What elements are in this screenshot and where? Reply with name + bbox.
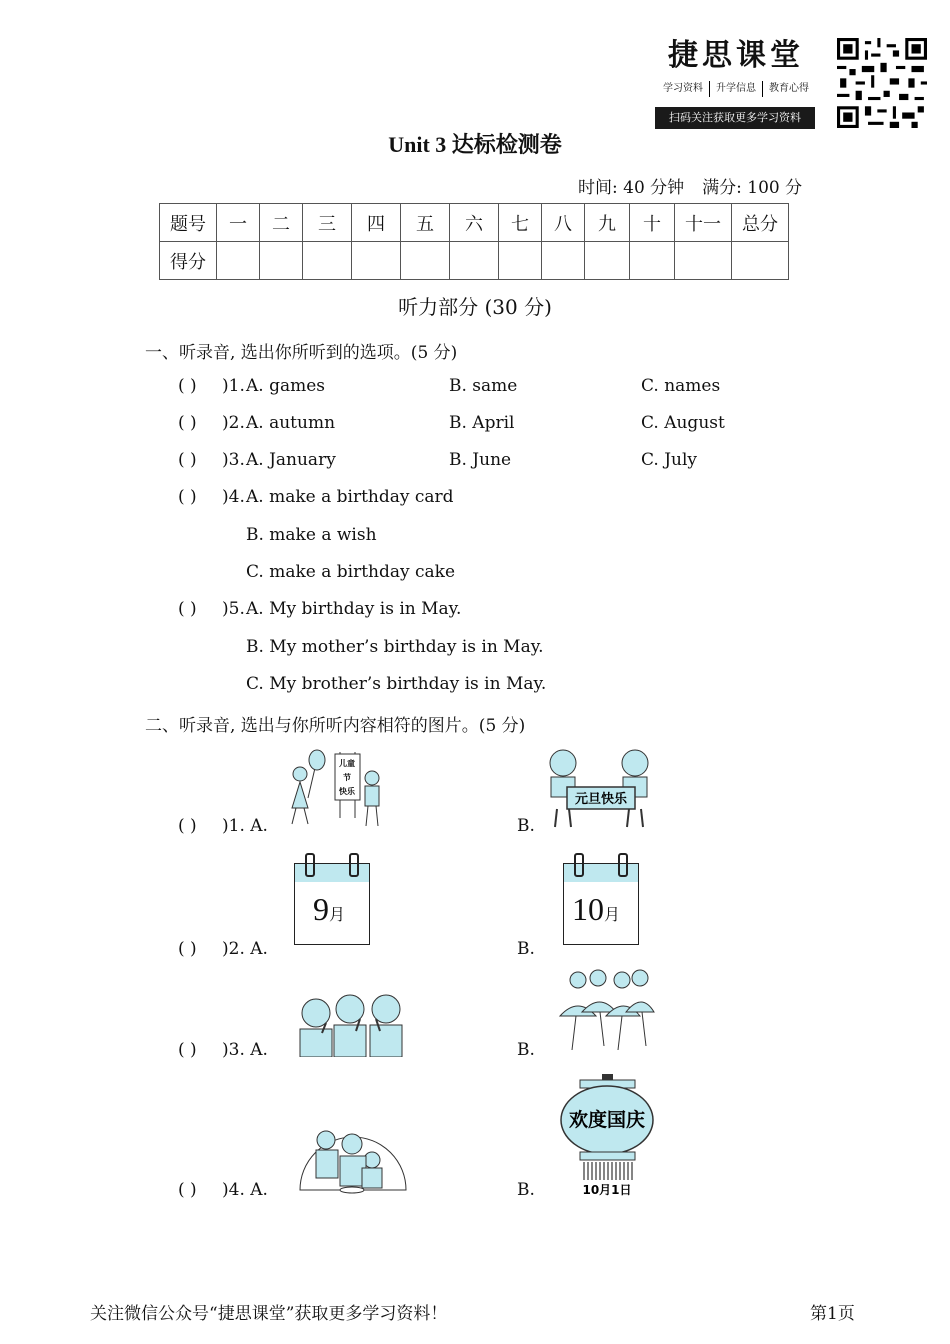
question-number: )1. A. bbox=[222, 816, 268, 836]
table-cell: 题号 bbox=[160, 204, 217, 242]
banner-text: 元旦快乐 bbox=[574, 792, 628, 807]
table-cell: 六 bbox=[450, 204, 499, 242]
childrens-day-picture[interactable] bbox=[280, 748, 390, 830]
table-cell: 七 bbox=[499, 204, 542, 242]
brand-title: 捷思课堂 bbox=[668, 38, 804, 73]
answer-paren[interactable]: ( ) bbox=[178, 816, 197, 836]
option-a: A. make a birthday card bbox=[246, 487, 454, 507]
brand-tag: 教育心得 bbox=[769, 83, 809, 94]
table-cell: 一 bbox=[217, 204, 260, 242]
table-cell: 得分 bbox=[160, 242, 217, 280]
answer-paren[interactable]: ( ) bbox=[178, 1040, 197, 1060]
page-number: 第1页 bbox=[810, 1304, 855, 1324]
option-c: C. make a birthday cake bbox=[246, 562, 456, 582]
score-table bbox=[159, 203, 789, 280]
answer-paren[interactable]: ( ) bbox=[178, 450, 197, 470]
mid-autumn-family-picture[interactable] bbox=[296, 1110, 410, 1196]
calendar-october-picture[interactable] bbox=[562, 853, 638, 945]
question-number: )2. bbox=[222, 413, 245, 433]
score-input[interactable] bbox=[450, 242, 499, 280]
question-number: )1. bbox=[222, 376, 245, 396]
answer-paren[interactable]: ( ) bbox=[178, 599, 197, 619]
option-c: C. My brother’s birthday is in May. bbox=[246, 674, 547, 694]
qr-code-icon[interactable] bbox=[837, 38, 927, 128]
option-b-label: B. bbox=[517, 1180, 535, 1200]
question-number: )3. bbox=[222, 450, 245, 470]
calendar-number: 10 bbox=[572, 891, 604, 927]
part2-title: 二、听录音, 选出与你所听内容相符的图片。(5 分) bbox=[145, 716, 526, 736]
children-singing-picture[interactable] bbox=[296, 985, 412, 1057]
time-info bbox=[578, 173, 820, 198]
question-number: )4. A. bbox=[222, 1180, 268, 1200]
option-b: B. My mother’s birthday is in May. bbox=[246, 637, 544, 657]
score-input[interactable] bbox=[217, 242, 260, 280]
answer-paren[interactable]: ( ) bbox=[178, 1180, 197, 1200]
lantern-text: 欢度国庆 bbox=[568, 1109, 646, 1131]
question-number: )4. bbox=[222, 487, 245, 507]
brand-tag: 升学信息 bbox=[710, 81, 763, 97]
score-input[interactable] bbox=[732, 242, 789, 280]
question-number: )5. bbox=[222, 599, 245, 619]
calendar-unit: 月 bbox=[329, 907, 346, 924]
question-number: )3. A. bbox=[222, 1040, 268, 1060]
score-input[interactable] bbox=[260, 242, 303, 280]
calendar-number: 9 bbox=[313, 891, 329, 927]
question-number: )2. A. bbox=[222, 939, 268, 959]
answer-paren[interactable]: ( ) bbox=[178, 939, 197, 959]
national-day-lantern-picture[interactable] bbox=[560, 1074, 655, 1200]
footer-text: 关注微信公众号“捷思课堂”获取更多学习资料！ bbox=[90, 1304, 448, 1324]
option-b-label: B. bbox=[517, 939, 535, 959]
table-cell: 九 bbox=[585, 204, 630, 242]
option-c: C. August bbox=[641, 413, 725, 433]
option-b: B. April bbox=[449, 413, 515, 433]
section-header: 听力部分 (30 分) bbox=[398, 295, 552, 319]
score-input[interactable] bbox=[630, 242, 675, 280]
answer-paren[interactable]: ( ) bbox=[178, 487, 197, 507]
full-score: 满分: 100 分 bbox=[702, 178, 803, 198]
new-year-picture[interactable] bbox=[543, 745, 658, 830]
brand-tag: 学习资料 bbox=[657, 81, 710, 97]
score-input[interactable] bbox=[675, 242, 732, 280]
score-input[interactable] bbox=[303, 242, 352, 280]
table-cell: 三 bbox=[303, 204, 352, 242]
option-b-label: B. bbox=[517, 1040, 535, 1060]
svg-text:快乐: 快乐 bbox=[339, 786, 355, 796]
table-cell: 八 bbox=[542, 204, 585, 242]
option-a: A. games bbox=[246, 376, 326, 396]
page-title: Unit 3 达标检测卷 bbox=[388, 132, 562, 157]
option-c: C. names bbox=[641, 376, 721, 396]
option-a: A. autumn bbox=[246, 413, 336, 433]
score-input[interactable] bbox=[401, 242, 450, 280]
score-input[interactable] bbox=[542, 242, 585, 280]
answer-paren[interactable]: ( ) bbox=[178, 413, 197, 433]
option-b: B. same bbox=[449, 376, 518, 396]
lantern-date: 10月1日 bbox=[582, 1183, 632, 1197]
part1-title: 一、听录音, 选出你所听到的选项。(5 分) bbox=[145, 343, 458, 363]
option-a: A. My birthday is in May. bbox=[246, 599, 462, 619]
option-b: B. make a wish bbox=[246, 525, 377, 545]
time-limit: 时间: 40 分钟 bbox=[578, 178, 685, 198]
table-cell: 总分 bbox=[732, 204, 789, 242]
score-input[interactable] bbox=[585, 242, 630, 280]
calendar-september-picture[interactable] bbox=[293, 853, 369, 945]
table-cell: 四 bbox=[352, 204, 401, 242]
table-cell: 十 bbox=[630, 204, 675, 242]
table-cell: 五 bbox=[401, 204, 450, 242]
svg-text:节: 节 bbox=[343, 772, 351, 782]
score-input[interactable] bbox=[499, 242, 542, 280]
table-row bbox=[160, 204, 789, 242]
option-b: B. June bbox=[449, 450, 512, 470]
option-c: C. July bbox=[641, 450, 698, 470]
table-cell: 十一 bbox=[675, 204, 732, 242]
answer-paren[interactable]: ( ) bbox=[178, 376, 197, 396]
table-row bbox=[160, 242, 789, 280]
brand-tags bbox=[657, 81, 815, 97]
sign-text: 儿童 bbox=[339, 758, 355, 768]
children-dancing-picture[interactable] bbox=[556, 966, 656, 1054]
calendar-unit: 月 bbox=[604, 907, 621, 924]
brand-banner: 扫码关注获取更多学习资料 bbox=[655, 107, 815, 129]
option-b-label: B. bbox=[517, 816, 535, 836]
option-a: A. January bbox=[246, 450, 336, 470]
table-cell: 二 bbox=[260, 204, 303, 242]
score-input[interactable] bbox=[352, 242, 401, 280]
